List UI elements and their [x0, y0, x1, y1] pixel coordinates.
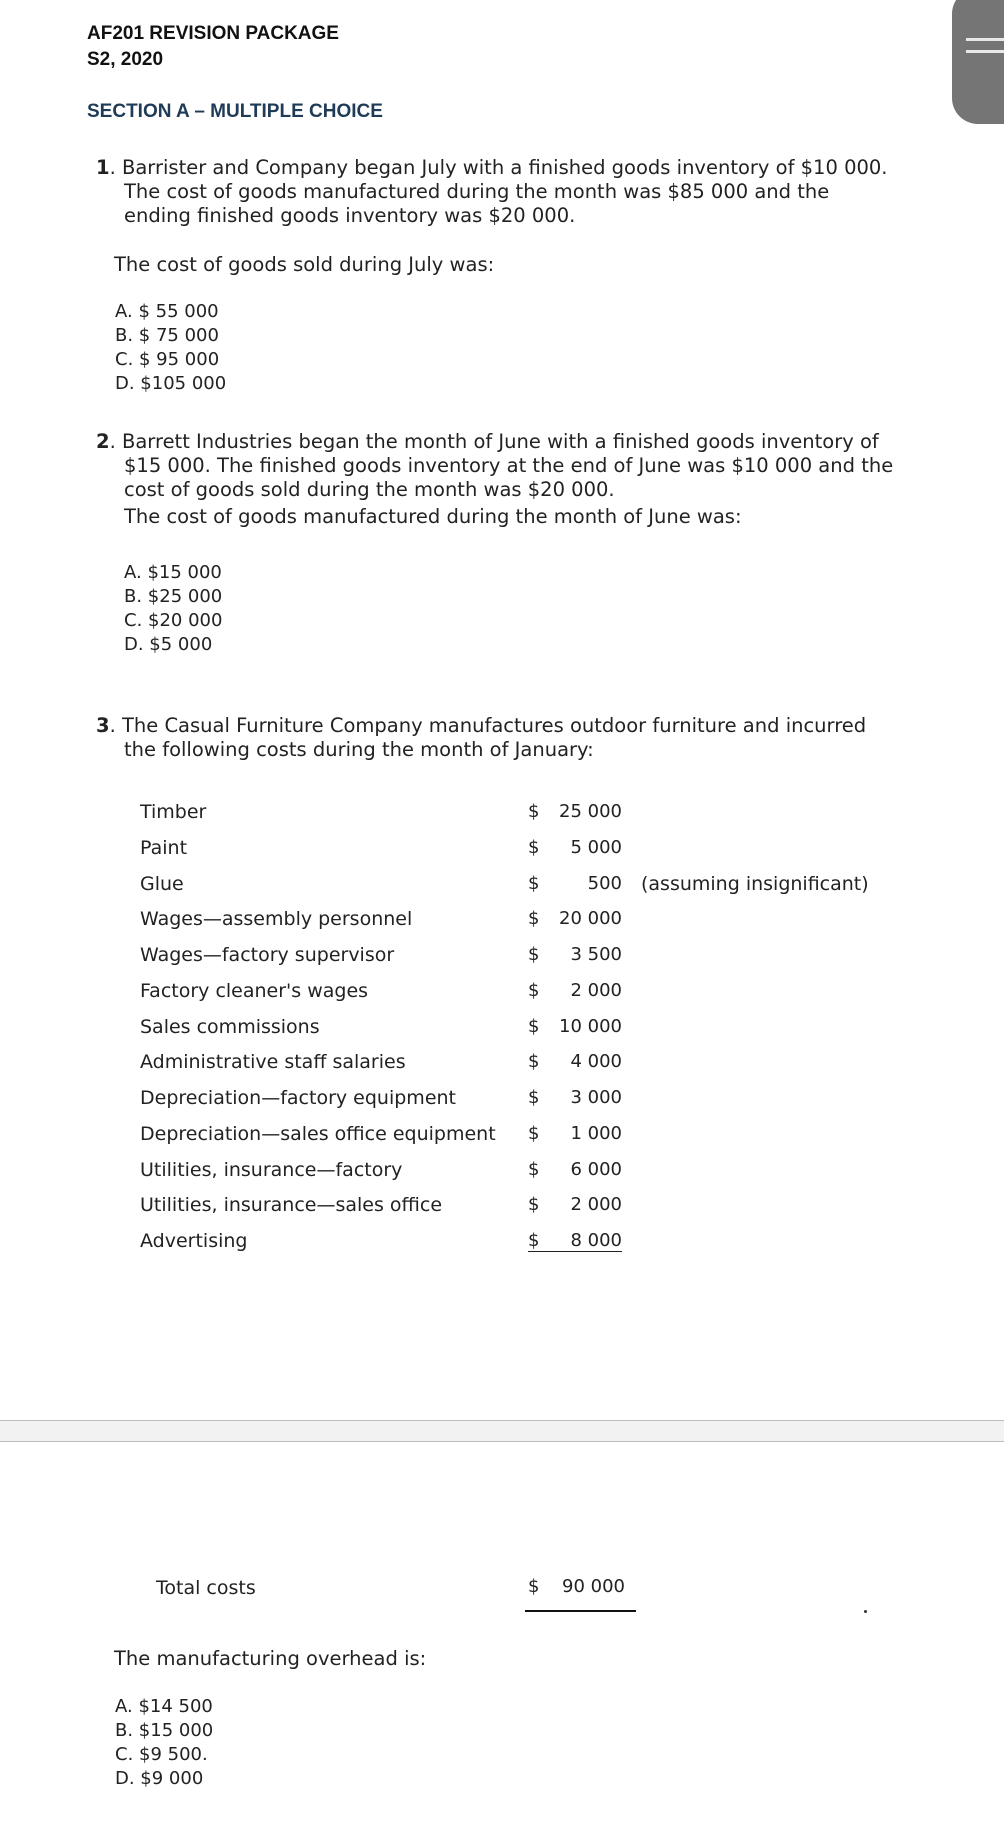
cost-item-amount: 5 000 — [570, 837, 622, 858]
section-heading: SECTION A – MULTIPLE CHOICE — [87, 101, 383, 122]
q2-line-2: $15 000. The finished goods inventory at the end of June was $10 000 and the — [124, 454, 894, 477]
cost-item-currency: $ — [528, 1230, 620, 1252]
cost-item-label: Sales commissions — [140, 1016, 320, 1038]
document-title: AF201 REVISION PACKAGE — [87, 23, 339, 44]
cost-item-currency: $ — [528, 1159, 540, 1180]
cost-item-amount: 6 000 — [570, 1159, 622, 1180]
q3-option-d: D. $9 000 — [115, 1768, 204, 1789]
menu-button[interactable] — [952, 0, 1004, 124]
q2-line-1 — [96, 430, 879, 454]
q2-option-a: A. $15 000 — [124, 562, 222, 583]
q2-text-1: . Barrett Industries began the month of June with a finished goods inventory of — [109, 430, 879, 453]
q2-number: 2 — [96, 430, 110, 453]
hamburger-menu-icon-bar — [966, 50, 1004, 53]
cost-item-currency: $ — [528, 908, 540, 929]
q3-text-1: . The Casual Furniture Company manufactures outdoor furniture and incurred — [109, 714, 867, 737]
cost-item-label: Administrative staff salaries — [140, 1051, 406, 1073]
q2-line-3: cost of goods sold during the month was $20 000. — [124, 478, 615, 501]
cost-item-currency: $ — [528, 801, 540, 822]
q1-option-b: B. $ 75 000 — [115, 325, 219, 346]
cost-item-amount: 25 000 — [559, 801, 622, 822]
q3-line-1 — [96, 714, 866, 738]
stray-dot — [864, 1610, 867, 1613]
cost-item-label: Timber — [140, 801, 207, 823]
cost-item-amount: 3 500 — [570, 944, 622, 965]
cost-item-amount: 2 000 — [570, 980, 622, 1001]
cost-item-label: Depreciation—factory equipment — [140, 1087, 456, 1109]
q1-line-1 — [96, 156, 887, 180]
semester-label: S2, 2020 — [87, 49, 164, 70]
cost-item-label: Utilities, insurance—sales office — [140, 1194, 443, 1216]
q3-option-c: C. $9 500. — [115, 1744, 208, 1765]
q1-number: 1 — [96, 156, 110, 179]
q1-line-3: ending finished goods inventory was $20 000. — [124, 204, 576, 227]
cost-item-label: Factory cleaner's wages — [140, 980, 369, 1002]
cost-item-label: Glue — [140, 873, 184, 895]
q1-prompt: The cost of goods sold during July was: — [114, 253, 495, 276]
total-label: Total costs — [156, 1577, 256, 1599]
cost-item-label: Paint — [140, 837, 188, 859]
cost-item-currency: $ — [528, 1194, 540, 1215]
total-amount: 90 000 — [562, 1576, 625, 1597]
cost-item-label: Wages—assembly personnel — [140, 908, 413, 930]
q3-option-a: A. $14 500 — [115, 1696, 213, 1717]
cost-item-currency: $ — [528, 837, 540, 858]
cost-item-label: Utilities, insurance—factory — [140, 1159, 403, 1181]
cost-item-currency: $ — [528, 980, 540, 1001]
cost-item-amount: 2 000 — [570, 1194, 622, 1215]
cost-item-currency: $ — [528, 944, 540, 965]
cost-item-currency: $ — [528, 1087, 540, 1108]
q1-line-2: The cost of goods manufactured during the month was $85 000 and the — [124, 180, 830, 203]
cost-item-amount: 1 000 — [570, 1123, 622, 1144]
hamburger-menu-icon — [966, 38, 1004, 41]
q1-text-1: . Barrister and Company began July with a finished goods inventory of $10 000. — [109, 156, 888, 179]
page-divider-bottom — [0, 1441, 1004, 1442]
total-underline — [525, 1610, 636, 1612]
cost-item-amount: 10 000 — [559, 1016, 622, 1037]
q3-prompt: The manufacturing overhead is: — [114, 1647, 427, 1670]
q2-option-c: C. $20 000 — [124, 610, 223, 631]
q2-line-4: The cost of goods manufactured during the month of June was: — [124, 505, 742, 528]
q2-option-d: D. $5 000 — [124, 634, 213, 655]
cost-item-amount: 3 000 — [570, 1087, 622, 1108]
q3-number: 3 — [96, 714, 110, 737]
total-currency: $ — [528, 1576, 540, 1597]
q1-option-c: C. $ 95 000 — [115, 349, 220, 370]
cost-item-currency: $ — [528, 873, 540, 894]
cost-item-amount: 20 000 — [559, 908, 622, 929]
cost-item-amount: 8 000 — [570, 1230, 622, 1251]
q3-option-b: B. $15 000 — [115, 1720, 214, 1741]
q1-option-a: A. $ 55 000 — [115, 301, 219, 322]
cost-item-currency: $ — [528, 1051, 540, 1072]
cost-item-currency: $ — [528, 1123, 540, 1144]
cost-item-label: Depreciation—sales office equipment — [140, 1123, 496, 1145]
page-gap — [0, 1421, 1004, 1441]
q2-option-b: B. $25 000 — [124, 586, 223, 607]
cost-item-amount: 4 000 — [570, 1051, 622, 1072]
cost-item-label: Wages—factory supervisor — [140, 944, 395, 966]
cost-item-label: Advertising — [140, 1230, 248, 1252]
cost-item-amount: 500 — [587, 873, 622, 894]
cost-item-note: (assuming insignificant) — [641, 873, 869, 895]
cost-item-currency: $ — [528, 1016, 540, 1037]
q3-line-2: the following costs during the month of January: — [124, 738, 594, 761]
q1-option-d: D. $105 000 — [115, 373, 227, 394]
